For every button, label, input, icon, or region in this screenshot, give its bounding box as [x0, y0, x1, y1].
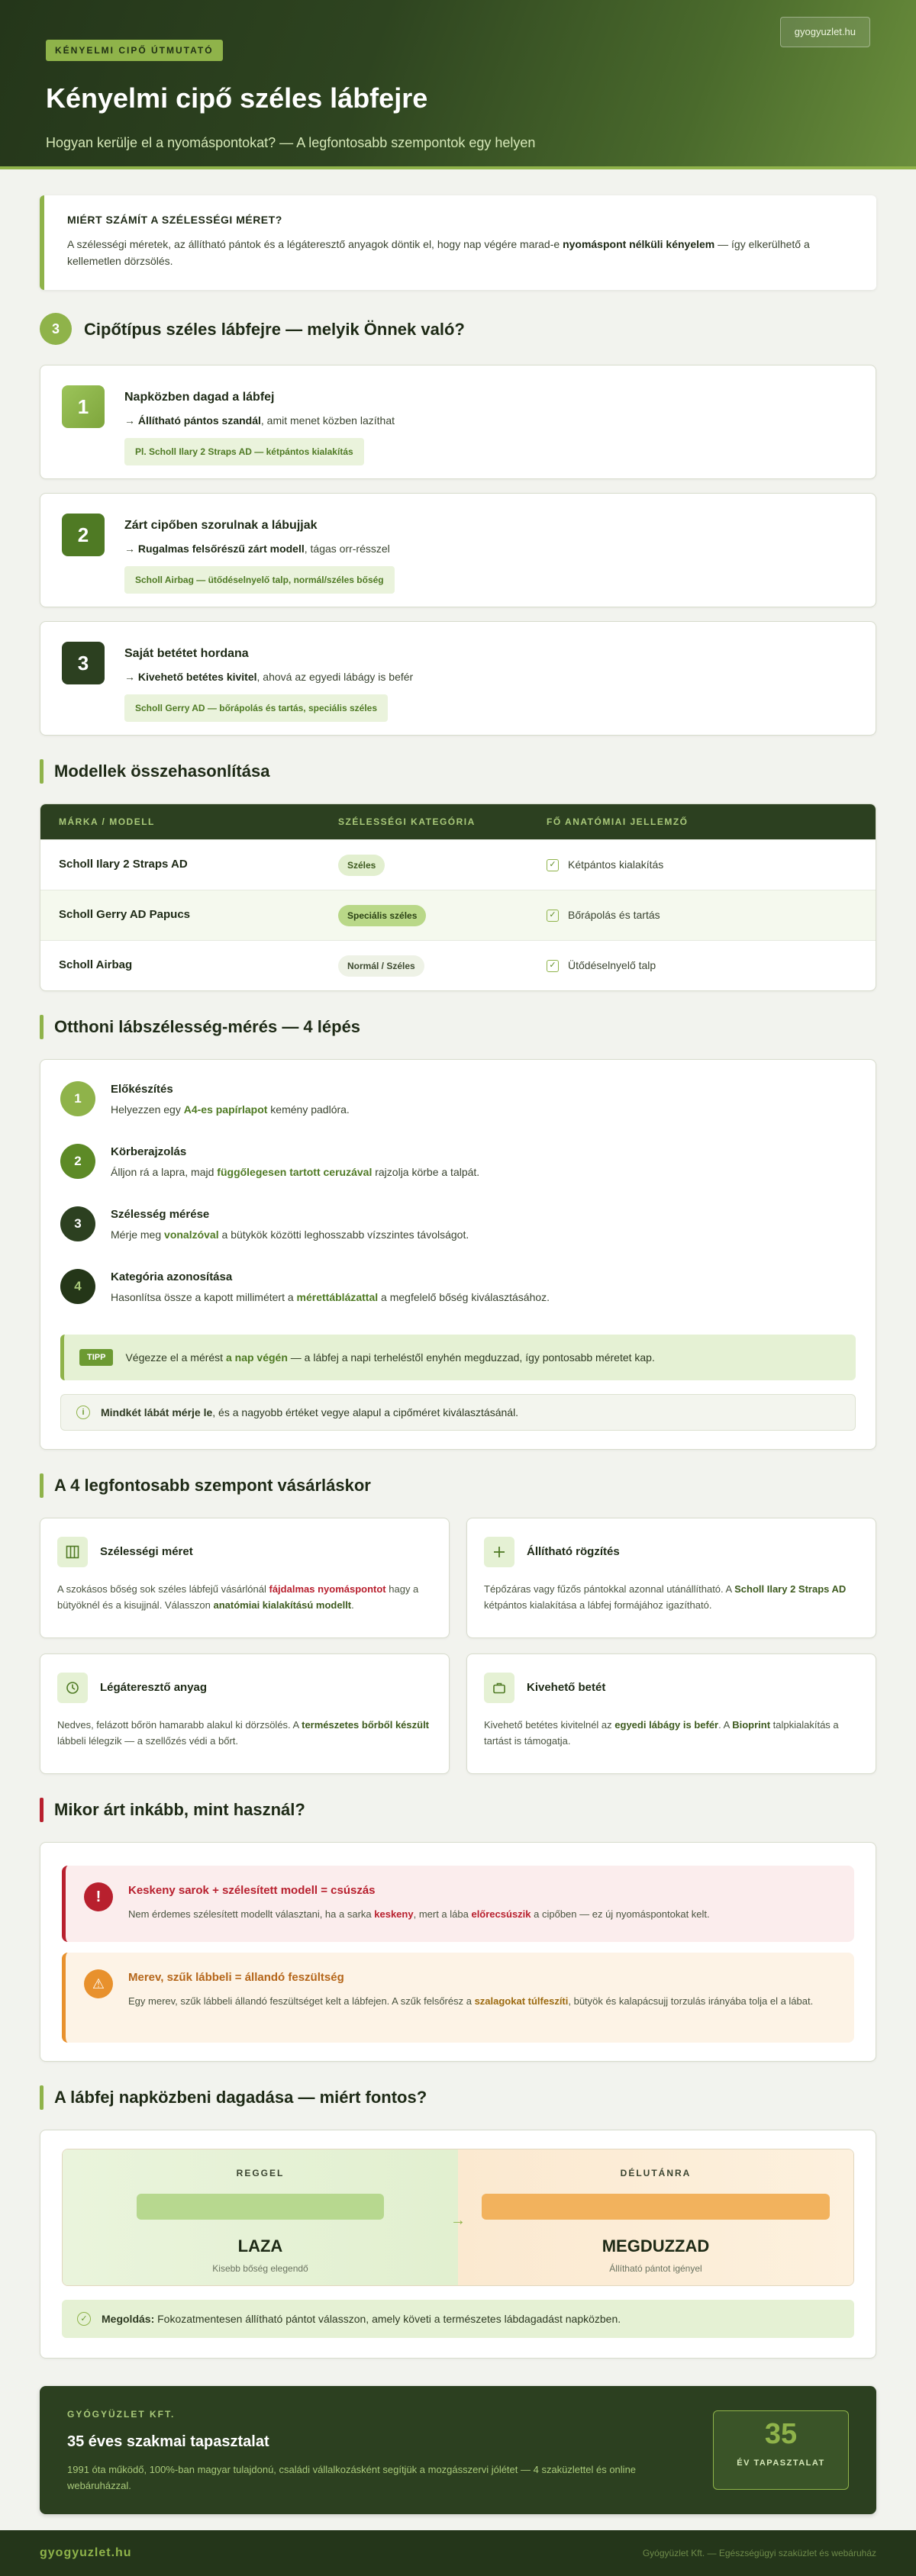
tip-text-part: — a lábfej a napi terheléstől enyhén megduzzad, így pontosabb méretet kap.: [287, 1351, 655, 1364]
step-desc: [111, 1227, 469, 1243]
type-desc-rest: , tágas orr-résszel: [304, 543, 390, 555]
criteria-text-part: hagy a bütyöknél és a kisujjnál. Válasszon: [57, 1583, 419, 1612]
note-text: [101, 1405, 518, 1421]
step-desc: [111, 1164, 479, 1180]
step-desc: [111, 1290, 550, 1306]
criteria-card: [40, 1518, 450, 1638]
tip-text-bold: a nap végén: [225, 1351, 288, 1364]
arrow-right-icon: →: [450, 2212, 466, 2229]
section-title: A lábfej napközbeni dagadása — miért fontos?: [54, 2088, 427, 2107]
morning-state: [63, 2149, 458, 2285]
morning-width-bar: [137, 2194, 384, 2220]
type-desc-rest: , ahová az egyedi lábágy is befér: [256, 671, 414, 683]
step-number: 1: [60, 1081, 95, 1116]
criteria-card: [40, 1653, 450, 1774]
intro-text-bold: nyomáspont nélküli kényelem: [563, 238, 715, 250]
afternoon-label: DÉLUTÁNRA: [620, 2168, 692, 2178]
footer-copyright: Gyógyüzlet Kft. — Egészségügyi szaküzlet és webáruház: [642, 2548, 876, 2558]
warning-triangle-icon: ⚠: [84, 1969, 113, 1998]
table-row: [40, 839, 876, 890]
type-desc-rest: , amit menet közben lazíthat: [260, 414, 395, 427]
footer-logo-link[interactable]: gyogyuzlet.hu: [40, 2546, 132, 2559]
type-title: Zárt cipőben szorulnak a lábujjak: [124, 519, 318, 532]
column-header: FŐ ANATÓMIAI JELLEMZŐ: [547, 816, 689, 827]
type-number: 3: [62, 642, 105, 684]
model-name: Scholl Ilary 2 Straps AD: [59, 858, 188, 871]
afternoon-width-bar: [482, 2194, 830, 2220]
warning-title: Merev, szűk lábbeli = állandó feszültség: [128, 1971, 344, 1984]
section-title: Mikor árt inkább, mint használ?: [54, 1800, 305, 1819]
step-desc-bold: vonalzóval: [164, 1228, 219, 1241]
criteria-card: [466, 1653, 876, 1774]
type-desc-bold: Kivehető betétes kivitel: [137, 671, 257, 683]
warning-text-part: Egy merev, szűk lábbeli állandó feszültséget kelt a lábfejen. A szűk felsőrész a: [128, 1995, 475, 2007]
warning-card: [62, 1866, 854, 1942]
criteria-title: Szélességi méret: [100, 1544, 193, 1558]
step-desc-part: a megfelelő bőség kiválasztásához.: [378, 1290, 550, 1303]
intro-text-part: — így elkerülhető a kellemetlen dörzsölés.: [67, 238, 810, 268]
step-desc-bold: függőlegesen tartott ceruzával: [217, 1165, 373, 1178]
hero-header: [0, 0, 916, 169]
intro-text: [67, 236, 853, 270]
type-card: [40, 621, 876, 736]
plus-icon: [484, 1537, 514, 1567]
main-content: [0, 169, 916, 2514]
morning-word: LAZA: [237, 2236, 283, 2256]
type-number: 1: [62, 385, 105, 428]
criteria-text: [484, 1581, 859, 1614]
type-title: Napközben dagad a lábfej: [124, 391, 275, 404]
criteria-text-part: lábbeli lélegzik — a szellőzés védi a bőrt.: [57, 1735, 239, 1747]
criteria-text-bold: Bioprint: [732, 1719, 771, 1731]
warning-text-part: Nem érdemes szélesített modellt választani, ha a sarka: [128, 1908, 375, 1920]
step-item: [60, 1206, 856, 1269]
product-tag: Scholl Airbag — ütődéselnyelő talp, normál/széles bőség: [124, 566, 395, 594]
domain-link[interactable]: gyogyuzlet.hu: [780, 17, 870, 47]
section-accent-bar: [40, 2085, 44, 2110]
step-title: Szélesség mérése: [111, 1208, 210, 1221]
type-desc-bold: Rugalmas felsőrészű zárt modell: [137, 543, 305, 555]
section-accent-bar: [40, 1015, 44, 1039]
width-columns-icon: [57, 1537, 88, 1567]
step-number: 2: [60, 1144, 95, 1179]
page-title: Kényelmi cipő széles lábfejre: [46, 82, 428, 114]
criteria-text-part: Nedves, felázott bőrön hamarabb alakul ki dörzsölés. A: [57, 1719, 302, 1731]
type-card: [40, 493, 876, 607]
section-accent-bar: [40, 1473, 44, 1498]
feature-text: Bőrápolás és tartás: [568, 909, 660, 921]
arrow-text: →: [124, 414, 138, 427]
stat-unit: ÉV TAPASZTALAT: [737, 2458, 825, 2468]
type-title: Saját betétet hordana: [124, 647, 249, 660]
warning-text-bold: keskeny: [374, 1908, 414, 1920]
step-desc-bold: mérettáblázattal: [296, 1290, 379, 1303]
step-number: 3: [60, 1206, 95, 1241]
page-subtitle: Hogyan kerülje el a nyomáspontokat? — A legfontosabb szempontok egy helyen: [46, 135, 536, 150]
criteria-title: Állítható rögzítés: [527, 1544, 620, 1558]
criteria-text: [484, 1717, 859, 1750]
criteria-text: [57, 1581, 432, 1614]
criteria-title: Légáteresztő anyag: [100, 1680, 208, 1694]
type-desc-bold: Állítható pántos szandál: [137, 414, 261, 427]
step-item: [60, 1269, 856, 1331]
comparison-section-heading: [40, 758, 876, 784]
comparison-table: [40, 803, 876, 991]
step-desc-part: rajzolja körbe a talpát.: [372, 1165, 480, 1178]
column-header: SZÉLESSÉGI KATEGÓRIA: [338, 816, 476, 827]
table-header: [40, 804, 876, 839]
criteria-text: [57, 1717, 432, 1750]
type-card: [40, 365, 876, 479]
criteria-text-part: Kivehető betétes kivitelnél az: [484, 1719, 615, 1731]
measure-section-heading: [40, 1014, 876, 1039]
page-footer: [0, 2530, 916, 2576]
criteria-text-bold: Scholl Ilary 2 Straps AD: [734, 1583, 847, 1595]
product-tag: Scholl Gerry AD — bőrápolás és tartás, speciális széles: [124, 694, 388, 722]
swelling-comparison: [62, 2149, 854, 2286]
swelling-section-heading: [40, 2085, 876, 2110]
step-title: Előkészítés: [111, 1083, 173, 1096]
company-banner: [40, 2386, 876, 2514]
solution-text-part: Fokozatmentesen állítható pántot válasszon, amely követi a természetes lábdagadást napközben.: [154, 2312, 621, 2325]
feature-text: Kétpántos kialakítás: [568, 858, 664, 871]
intro-callout: [40, 195, 876, 290]
type-desc: [124, 413, 395, 429]
section-accent-bar: [40, 759, 44, 784]
criteria-text-part: kétpántos kialakítása a lábfej formájához igazítható.: [484, 1599, 712, 1612]
criteria-text-part: Tépőzáras vagy fűzős pántokkal azonnal utánállítható. A: [484, 1583, 735, 1595]
swelling-panel: [40, 2130, 876, 2359]
company-text: 1991 óta működő, 100%-ban magyar tulajdonú, családi vállalkozásként segítjük a mozgásszervi jólétet — 4 szaküzlettel és online webáruházzal.: [67, 2464, 637, 2491]
warnings-section-heading: [40, 1797, 876, 1822]
criteria-text-part: .: [351, 1599, 354, 1612]
solution-label: Megoldás:: [102, 2312, 155, 2325]
warning-text-bold: előrecsúszik: [471, 1908, 531, 1920]
criteria-text-part: talpkialakítás a tartást is támogatja.: [484, 1719, 839, 1747]
step-desc-part: Helyezzen egy: [111, 1103, 184, 1116]
type-number: 2: [62, 514, 105, 556]
step-item: [60, 1081, 856, 1144]
stat-number: 35: [764, 2418, 798, 2450]
warnings-panel: [40, 1842, 876, 2062]
tip-callout: [60, 1335, 856, 1380]
tip-text-part: Végezze el a mérést: [125, 1351, 226, 1364]
step-desc-bold: A4-es papírlapot: [183, 1103, 268, 1116]
types-section-heading: [40, 313, 876, 345]
section-accent-bar: [40, 1798, 44, 1822]
step-desc: [111, 1102, 350, 1118]
warning-text: [128, 1906, 710, 1922]
tip-badge: TIPP: [79, 1349, 113, 1367]
afternoon-sub: Állítható pántot igényel: [609, 2263, 702, 2274]
step-title: Körberajzolás: [111, 1145, 187, 1158]
intro-heading: MIÉRT SZÁMÍT A SZÉLESSÉGI MÉRET?: [67, 214, 282, 226]
afternoon-state: [458, 2149, 853, 2285]
type-desc: [124, 669, 413, 685]
criteria-text-bold: anatómiai kialakítású modellt: [213, 1599, 352, 1612]
step-title: Kategória azonosítása: [111, 1270, 233, 1283]
step-desc-part: a bütykök közötti leghosszabb vízszintes távolságot.: [218, 1228, 469, 1241]
step-number: 4: [60, 1269, 95, 1304]
warning-text-part: , bütyök és kalapácsujj torzulás irányába tolja el a lábat.: [568, 1995, 814, 2007]
section-title: Otthoni lábszélesség-mérés — 4 lépés: [54, 1017, 361, 1036]
step-desc-part: Mérje meg: [111, 1228, 165, 1241]
solution-callout: [62, 2300, 854, 2338]
step-item: [60, 1144, 856, 1206]
info-icon: i: [76, 1406, 90, 1419]
check-icon: ✓: [547, 910, 559, 922]
section-title: Modellek összehasonlítása: [54, 762, 270, 781]
intro-text-part: A szélességi méretek, az állítható pántok és a légáteresztő anyagok döntik el, hogy nap végére marad-e: [67, 238, 563, 250]
check-icon: ✓: [547, 960, 559, 972]
clock-icon: [57, 1673, 88, 1703]
note-text-part: , és a nagyobb értéket vegye alapul a cipőméret kiválasztásánál.: [212, 1406, 519, 1418]
tip-text: [125, 1350, 654, 1366]
arrow-text: →: [124, 671, 138, 683]
experience-stat: [713, 2410, 849, 2490]
section-number-badge: 3: [40, 313, 72, 345]
model-name: Scholl Gerry AD Papucs: [59, 908, 191, 922]
warning-text-part: a cipőben — ez új nyomáspontokat kelt.: [531, 1908, 710, 1920]
criteria-text-part: . A: [718, 1719, 733, 1731]
afternoon-word: MEGDUZZAD: [602, 2236, 710, 2256]
criteria-grid: [40, 1518, 876, 1774]
step-desc-part: Hasonlítsa össze a kapott millimétert a: [111, 1290, 297, 1303]
criteria-title: Kivehető betét: [527, 1680, 606, 1694]
section-title: A 4 legfontosabb szempont vásárláskor: [54, 1476, 371, 1495]
step-desc-part: Álljon rá a lapra, majd: [111, 1165, 218, 1178]
criteria-text-bold: természetes bőrből készült: [302, 1719, 430, 1731]
note-text-bold: Mindkét lábát mérje le: [101, 1406, 213, 1418]
product-tag: Pl. Scholl Ilary 2 Straps AD — kétpántos kialakítás: [124, 438, 364, 465]
warning-text-part: , mert a lába: [413, 1908, 472, 1920]
type-desc: [124, 541, 395, 557]
width-category-pill: Normál / Széles: [338, 955, 424, 977]
step-desc-part: kemény padlóra.: [267, 1103, 350, 1116]
model-name: Scholl Airbag: [59, 958, 133, 972]
criteria-text-bold: egyedi lábágy is befér: [614, 1719, 719, 1731]
column-header: MÁRKA / MODELL: [59, 816, 155, 827]
briefcase-icon: [484, 1673, 514, 1703]
alert-icon: !: [84, 1882, 113, 1911]
check-circle-icon: ✓: [77, 2312, 91, 2326]
criteria-text-highlight: fájdalmas nyomáspontot: [269, 1583, 386, 1595]
warning-text: [128, 1993, 813, 2009]
width-category-pill: Speciális széles: [338, 905, 426, 926]
guide-badge: KÉNYELMI CIPŐ ÚTMUTATÓ: [46, 40, 223, 61]
company-label: GYÓGYÜZLET KFT.: [67, 2409, 176, 2420]
solution-text: [102, 2311, 621, 2327]
warning-card: [62, 1953, 854, 2043]
table-row: [40, 940, 876, 990]
width-category-pill: Széles: [338, 855, 385, 876]
arrow-text: →: [124, 543, 138, 555]
criteria-card: [466, 1518, 876, 1638]
measure-steps-panel: [40, 1059, 876, 1450]
criteria-text-part: A szokásos bőség sok széles lábfejű vásárlónál: [57, 1583, 269, 1595]
criteria-section-heading: [40, 1473, 876, 1498]
morning-label: REGGEL: [236, 2168, 285, 2178]
warning-title: Keskeny sarok + szélesített modell = csúszás: [128, 1884, 376, 1897]
section-title: Cipőtípus széles lábfejre — melyik Önnek való?: [84, 319, 465, 339]
feature-text: Ütődéselnyelő talp: [568, 959, 656, 971]
company-title: 35 éves szakmai tapasztalat: [67, 2433, 269, 2450]
table-row: [40, 890, 876, 940]
warning-text-bold: szalagokat túlfeszíti: [474, 1995, 569, 2007]
morning-sub: Kisebb bőség elegendő: [212, 2263, 308, 2274]
check-icon: ✓: [547, 859, 559, 871]
info-note: [60, 1394, 856, 1431]
